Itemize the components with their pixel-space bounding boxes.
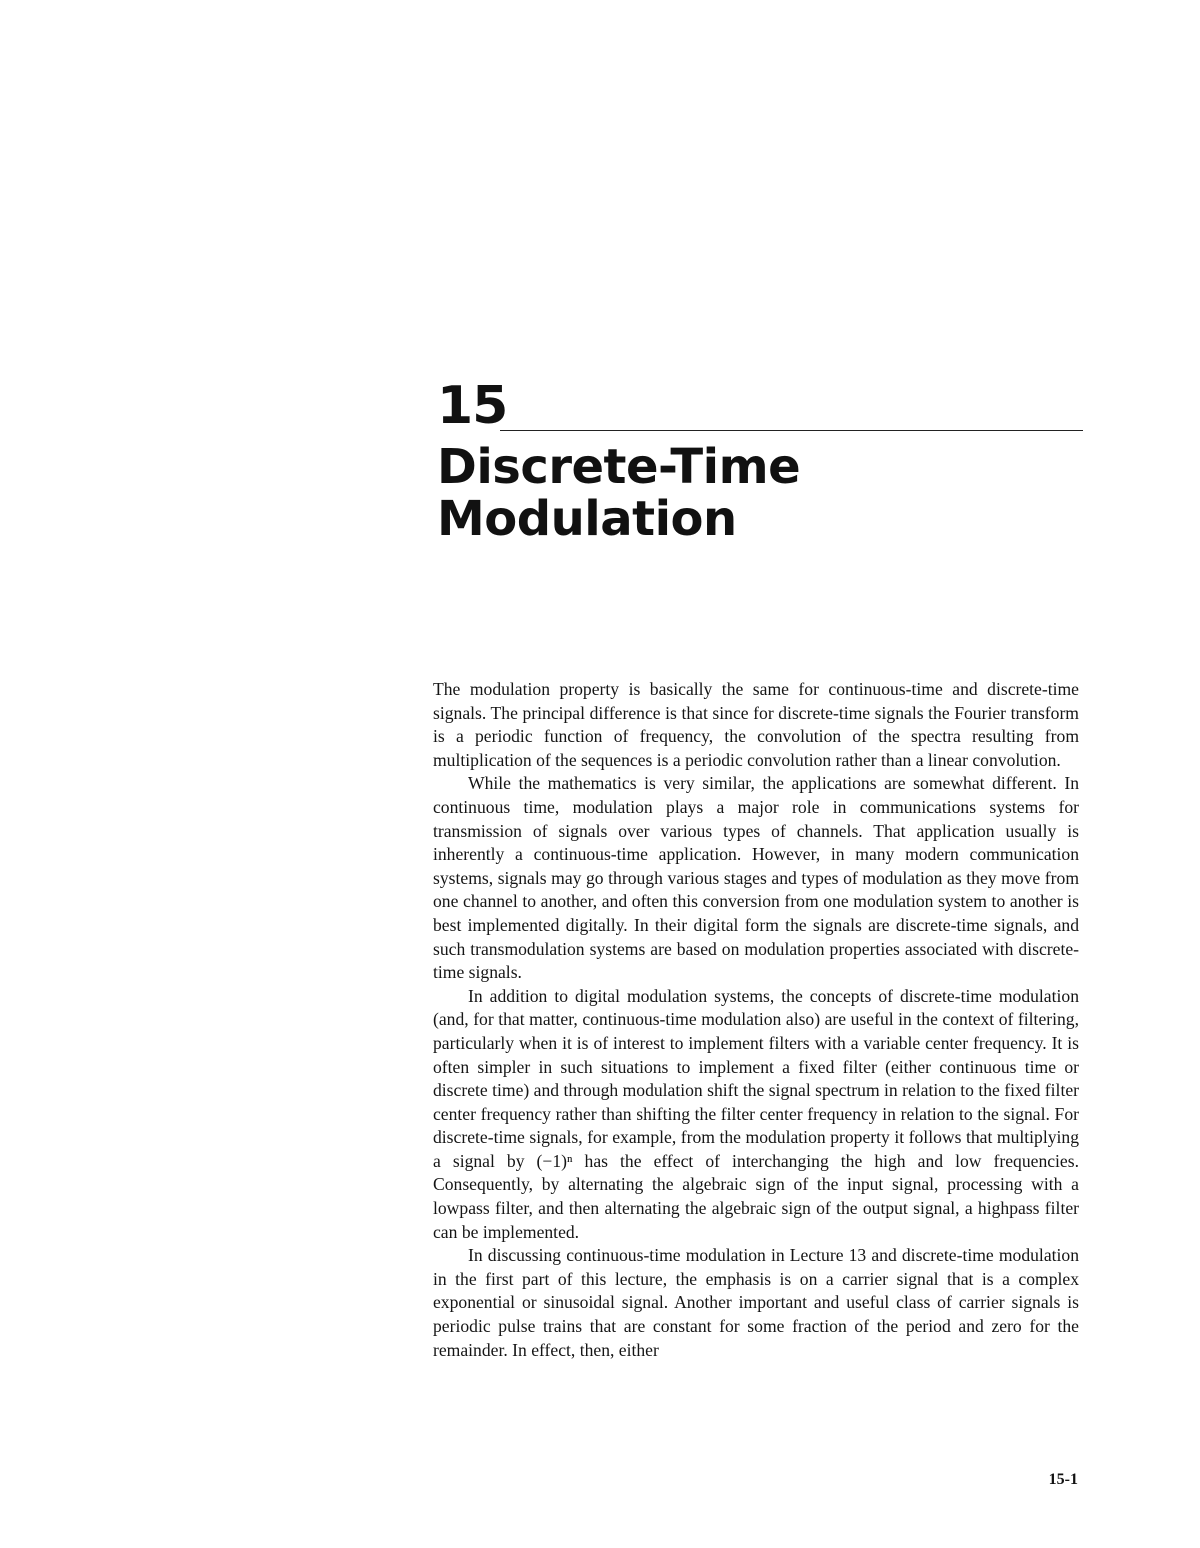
chapter-rule [500, 430, 1083, 431]
chapter-title-line-2: Modulation [437, 491, 737, 547]
chapter-title [437, 441, 1077, 545]
chapter-number: 15 [437, 376, 508, 436]
paragraph-2: While the mathematics is very similar, the applications are somewhat different. In continuous time, modulation plays a major role in communications systems for transmission of signals over various types of channels. That application usually is inherently a continuous-time application. However, in many modern communication systems, signals may go through various stages and types of modulation as they move from one channel to another, and often this conversion from one modulation system to another is best implemented digitally. In their digital form the signals are discrete-time signals, and such transmodulation systems are based on modulation properties associated with discrete-time signals. [433, 773, 1079, 983]
body-text [433, 678, 1079, 1362]
paragraph-1: The modulation property is basically the same for continuous-time and discrete-time signals. The principal difference is that since for discrete-time signals the Fourier transform is a periodic function of frequency, the convolution of the spectra resulting from multiplication of the sequences is a periodic convolution rather than a linear convolution. [433, 679, 1079, 770]
chapter-title-line-1: Discrete-Time [437, 439, 801, 495]
paragraph-4: In discussing continuous-time modulation in Lecture 13 and discrete-time modulation in the first part of this lecture, the emphasis is on a carrier signal that is a complex exponential or sinusoidal signal. Another important and useful class of carrier signals is periodic pulse trains that are constant for some fraction of the period and zero for the remainder. In effect, then, either [433, 1245, 1079, 1360]
page-number: 15-1 [1048, 1471, 1078, 1488]
paragraph-3: In addition to digital modulation systems, the concepts of discrete-time modulation (and, for that matter, continuous-time modulation also) are useful in the context of filtering, particularly when it is of interest to implement filters with a variable center frequency. It is often simpler in such situations to implement a fixed filter (either continuous time or discrete time) and through modulation shift the signal spectrum in relation to the fixed filter center frequency rather than shifting the filter center frequency in relation to the signal. For discrete-time signals, for example, from the modulation property it follows that multiplying a signal by (−1)ⁿ has the effect of interchanging the high and low frequencies. Consequently, by alternating the algebraic sign of the input signal, processing with a lowpass filter, and then alternating the algebraic sign of the output signal, a highpass filter can be implemented. [433, 985, 1079, 1242]
